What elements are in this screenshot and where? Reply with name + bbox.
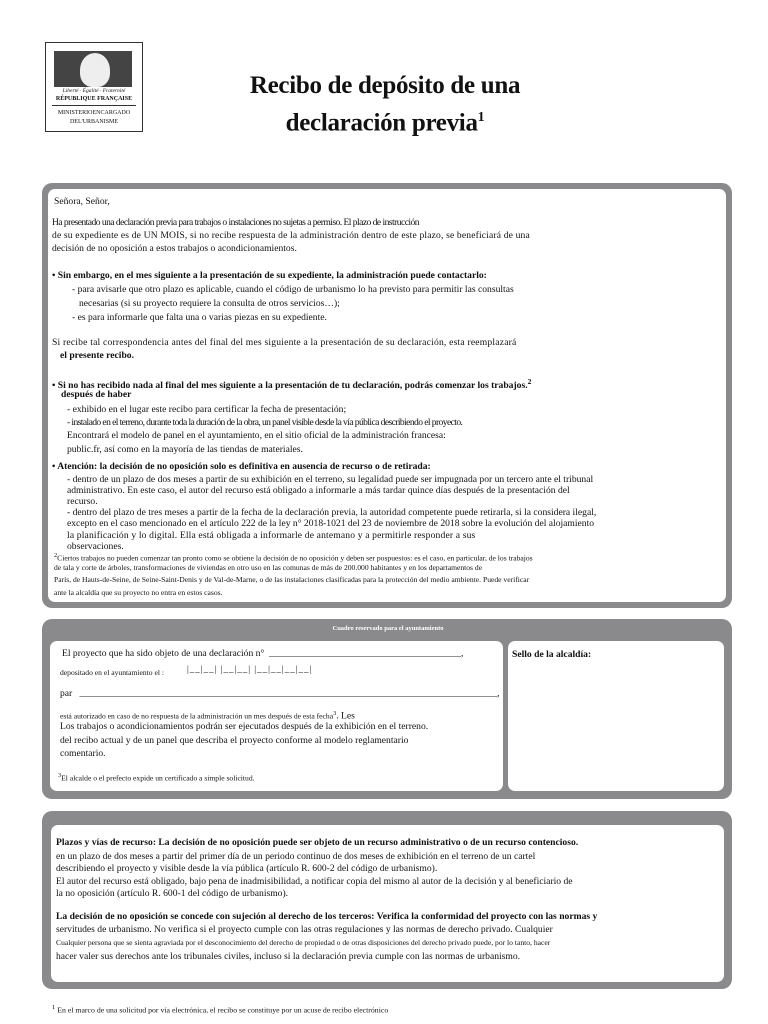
bullet-line: public.fr, así como en la mayoría de las tiendas de materiales.: [67, 444, 303, 455]
footnote-1: $^1$ En el marco de una solicitud por vía electrónica, el recibo se constituye por un acuse de recibo electrónico: [52, 1004, 389, 1015]
paragraph-line: Ha presentado una declaración previa para trabajos o instalaciones no sujetas a permiso. El plazo de instrucción: [52, 217, 420, 228]
appeals-line: describiendo el proyecto y visible desde la vía pública (artículo R. 600-2 del código de urbanismo).: [56, 863, 438, 874]
third-party-line: Cualquier persona que se sienta agraviada por el desconocimiento del derecho de propiedad o de otras disposiciones del derecho privado puede, por lo tanto, hacer: [56, 938, 551, 947]
third-party-line: hacer valer sus derechos ante los tribunales civiles, incluso si la declaración previa cumple con las normas de urbanismo.: [56, 951, 521, 962]
bullet-line: administrativo. En este caso, el autor del recurso está obligado a informarle a más tardar quince días después de la presentación del: [67, 485, 570, 496]
bullet-line: necesarias (si su proyecto requiere la consulta de otros servicios…);: [79, 298, 340, 309]
authorization-text: comentario.: [60, 748, 106, 759]
appeals-line: en un plazo de dos meses a partir del primer día de un periodo continuo de dos meses de exhibición en el terreno de un cartel: [56, 851, 536, 862]
declaration-number-field[interactable]: El proyecto que ha sido objeto de una declaración n° ________________________________________,: [62, 648, 464, 659]
paragraph-line: el presente recibo.: [60, 350, 134, 361]
paragraph-line: de su expediente es de UN MOIS, si no recibe respuesta de la administración dentro de este plazo, se beneficiará de una: [52, 230, 530, 241]
page-title: Recibo de depósito de una declaración previa$^1$: [249, 72, 521, 137]
republique-francaise-logo: [45, 42, 143, 132]
logo-republic: RÉPUBLIQUE FRANÇAISE: [55, 96, 133, 102]
third-party-line: servitudes de urbanismo. No verifica si el proyecto cumple con las otras regulaciones y las normas de derecho privado. Cualquier: [56, 924, 553, 935]
bullet-line: Encontrará el modelo de panel en el ayuntamiento, en el sitio oficial de la administración francesa:: [67, 430, 446, 441]
authorization-text: está autorizado en caso de no respuesta de la administración un mes después de esta fecha$^3$. Les: [60, 710, 355, 722]
third-party-heading: La decisión de no oposición se concede con sujeción al derecho de los terceros: Verifica la conformidad del proyecto con las normas y: [56, 911, 598, 922]
footnote-2-line: París, de Hauts-de-Seine, de Seine-Saint-Denis y de Val-de-Marne, o de las instalaciones clasificadas para la protección del medio ambiente. Puede verificar: [54, 575, 530, 584]
bullet-line: - dentro de un plazo de dos meses a partir de su exhibición en el terreno, su legalidad puede ser impugnada por un tercero ante el tribunal: [67, 474, 594, 485]
applicant-field[interactable]: par _______________________________________________________________________________________________,: [60, 688, 500, 699]
bullet-line: - para avisarle que otro plazo es aplicable, cuando el código de urbanismo lo ha previsto para permitir las consultas: [72, 284, 514, 295]
deposit-date-label: depositado en el ayuntamiento el :: [60, 668, 164, 677]
bullet-heading: después de haber: [61, 389, 132, 400]
bullet-line: - es para informarle que falta una o varias piezas en su expediente.: [72, 312, 327, 323]
bullet-line: observaciones.: [67, 541, 124, 552]
footnote-2: $^2$Ciertos trabajos no pueden comenzar tan pronto como se obtiene la decisión de no oposición y deben ser pospuestos: es el caso, en particular, de los trabajos: [54, 552, 533, 563]
footnote-2-line: ante la alcaldía que su proyecto no entra en estos casos.: [54, 588, 223, 597]
appeals-line: la no oposición (artículo R. 600-1 del código de urbanismo).: [56, 888, 289, 899]
bullet-heading: • Atención: la decisión de no oposición solo es definitiva en ausencia de recurso o de retirada:: [52, 461, 431, 472]
logo-motto: Liberté · Égalité · Fraternité: [62, 88, 126, 94]
appeals-line: El autor del recurso está obligado, bajo pena de inadmisibilidad, a notificar copia del mismo al autor de la decisión y al beneficiario de: [56, 876, 573, 887]
authorization-text: Los trabajos o acondicionamientos podrán ser ejecutados después de la exhibición en el terreno.: [60, 721, 429, 732]
bullet-heading: • Sin embargo, en el mes siguiente a la presentación de su expediente, la administración puede contactarlo:: [52, 270, 487, 281]
bullet-line: - exhibido en el lugar este recibo para certificar la fecha de presentación;: [67, 404, 347, 415]
bullet-line: excepto en el caso mencionado en el artículo 222 de la ley n° 2018-1021 del 23 de noviembre de 2018 sobre la evolución del alojamiento: [67, 518, 595, 529]
town-hall-panel-header: Cuadro reservado para el ayuntamiento: [332, 625, 444, 632]
paragraph-line: decisión de no oposición a estos trabajos o acondicionamientos.: [52, 243, 297, 254]
appeals-heading: Plazos y vías de recurso: La decisión de no oposición puede ser objeto de un recurso administrativo o de un recurso contencioso.: [56, 837, 579, 848]
paragraph-line: Si recibe tal correspondencia antes del final del mes siguiente a la presentación de su declaración, esta reemplazará: [52, 337, 517, 348]
footnote-2-line: de tala y corte de árboles, transformaciones de viviendas en otro uso en las comunas de más de 200.000 habitantes y en los departamentos de: [54, 563, 483, 572]
footnote-3: $^3$El alcalde o el prefecto expide un certificado a simple solicitud.: [58, 772, 255, 783]
bullet-line: - instalado en el terreno, durante toda la duración de la obra, un panel visible desde la vía pública describiendo el proyecto.: [67, 417, 463, 428]
bullet-line: - dentro del plazo de tres meses a partir de la fecha de la declaración previa, la autoridad competente puede retirarla, si la considera ilegal,: [67, 507, 597, 518]
bullet-line: recurso.: [67, 496, 98, 507]
logo-ministry: MINISTERIOENCARGADO DEL'URBANISME: [57, 110, 131, 125]
bullet-heading: • Si no has recibido nada al final del mes siguiente a la presentación de tu declaración, podrás comenzar los trabajos.$^2$: [52, 377, 532, 392]
bullet-line: la planificación y lo digital. Ella está obligada a informarle de antemano y a permitirle responder a sus: [67, 530, 476, 541]
deposit-date-boxes[interactable]: |__|__| |__|__| |__|__|__|__|: [187, 664, 313, 674]
seal-area: [508, 641, 724, 791]
marianne-emblem: [54, 51, 132, 87]
seal-label: Sello de la alcaldía:: [512, 649, 592, 660]
salutation: Señora, Señor,: [54, 196, 110, 207]
authorization-text: del recibo actual y de un panel que describa el proyecto conforme al modelo reglamentario: [60, 735, 409, 746]
